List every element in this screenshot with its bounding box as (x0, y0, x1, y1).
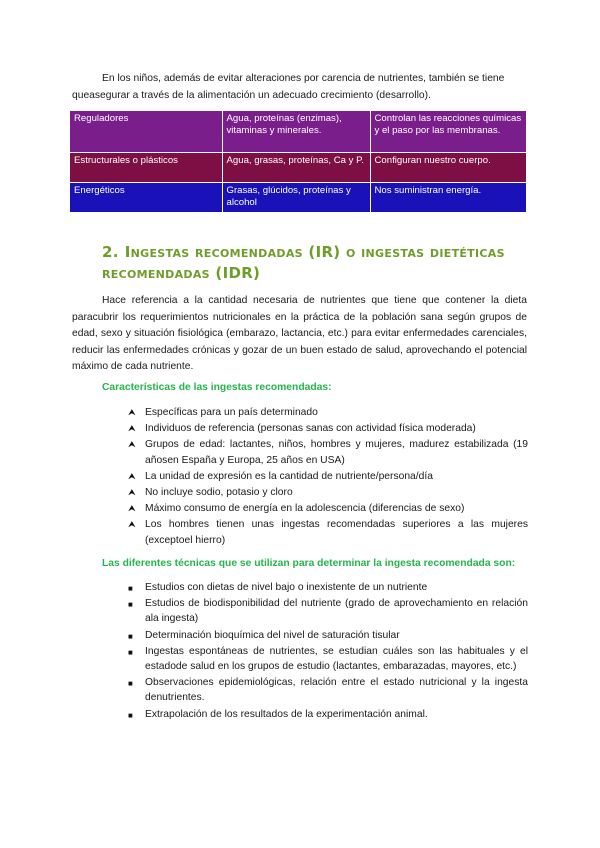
table-cell: Agua, grasas, proteínas, Ca y P. (222, 153, 370, 183)
characteristics-list (128, 405, 528, 549)
table-cell: Estructurales o plásticos (70, 153, 222, 183)
list-item: ■ Ingestas espontáneas de nutrientes, se estudian cuáles son las habituales y el estadode salud en los grupos de estudio (lactantes, embarazadas, mayores, etc.) (128, 645, 528, 673)
square-bullet-icon: ■ (128, 631, 133, 641)
table-cell: Grasas, glúcidos, proteínas y alcohol (222, 183, 370, 213)
arrow-bullet-icon: ⮝ (128, 423, 136, 434)
section-number: 2. (102, 243, 119, 261)
square-bullet-icon: ■ (128, 584, 133, 593)
list-item: ■ Extrapolación de los resultados de la experimentación animal. (128, 707, 528, 722)
table-row-energeticos (70, 183, 526, 213)
list-item: ⮝ La unidad de expresión es la cantidad de nutriente/persona/día (128, 469, 528, 484)
table-row-reguladores (70, 111, 526, 153)
section-title: Ingestas recomendadas (IR) o ingestas dietéticas recomendadas (IDR) (102, 243, 505, 282)
square-bullet-icon: ■ (128, 710, 133, 720)
list-item: ⮝ Específicas para un país determinado (128, 405, 528, 420)
definition-paragraph (72, 293, 527, 376)
table-cell: Controlan las reacciones químicas y el paso por las membranas. (370, 111, 526, 153)
list-item: ■ Determinación bioquímica del nivel de saturación tisular (128, 628, 528, 643)
intro-line-2: queasegurar a través de la alimentación un adecuado crecimiento (desarrollo). (72, 90, 431, 101)
arrow-bullet-icon: ⮝ (128, 439, 136, 450)
intro-line-1: En los niños, además de evitar alteraciones por carencia de nutrientes, también se tiene (102, 73, 505, 84)
definition-text: Hace referencia a la cantidad necesaria de nutrientes que tiene que contener la dieta paracubrir los requerimientos nutricionales en la práctica de la población sana según grupos de edad, sexo y situación fisiológica (embarazo, lactancia, etc.) para evitar enfermedades carenciales, reducir las enfermedades crónicas y gozar de un buen estado de salud, aprovechando el potencial máximo de cada nutriente. (72, 295, 527, 372)
list-item: ⮝ Máximo consumo de energía en la adolescencia (diferencias de sexo) (128, 501, 528, 516)
characteristics-heading: Características de las ingestas recomendadas: (102, 382, 332, 393)
techniques-heading: Las diferentes técnicas que se utilizan para determinar la ingesta recomendada son: (102, 558, 516, 569)
arrow-bullet-icon: ⮝ (128, 470, 136, 481)
table-cell: Reguladores (70, 111, 222, 153)
arrow-bullet-icon: ⮝ (128, 519, 136, 530)
square-bullet-icon: ■ (128, 679, 133, 689)
section-heading (102, 242, 522, 284)
list-item: ⮝ Los hombres tienen unas ingestas recomendadas superiores a las mujeres (exceptoel hierro) (128, 519, 528, 546)
arrow-bullet-icon: ⮝ (128, 487, 136, 498)
list-item: ■ Estudios de biodisponibilidad del nutriente (grado de aprovechamiento en relación ala ingesta) (128, 598, 528, 625)
table-cell: Agua, proteínas (enzimas), vitaminas y minerales. (222, 111, 370, 153)
arrow-bullet-icon: ⮝ (128, 407, 136, 417)
techniques-list (128, 580, 528, 723)
square-bullet-icon: ■ (128, 647, 133, 657)
square-bullet-icon: ■ (128, 600, 133, 610)
table-cell: Configuran nuestro cuerpo. (370, 153, 526, 183)
nutrient-function-table (70, 111, 526, 213)
table-row-estructurales (70, 153, 526, 183)
intro-paragraph (72, 70, 527, 104)
table-cell: Energéticos (70, 183, 222, 213)
list-item: ⮝ Grupos de edad: lactantes, niños, hombres y mujeres, madurez estabilizada (19 añosen España y Europa, 25 años en USA) (128, 439, 528, 466)
table-cell: Nos suministran energía. (370, 183, 526, 213)
list-item: ⮝ Individuos de referencia (personas sanas con actividad física moderada) (128, 421, 528, 436)
list-item: ■ Observaciones epidemiológicas, relación entre el estado nutricional y la ingesta denutrientes. (128, 677, 528, 704)
list-item: ■ Estudios con dietas de nivel bajo o inexistente de un nutriente (128, 580, 528, 595)
list-item: ⮝ No incluye sodio, potasio y cloro (128, 485, 528, 500)
arrow-bullet-icon: ⮝ (128, 503, 136, 514)
